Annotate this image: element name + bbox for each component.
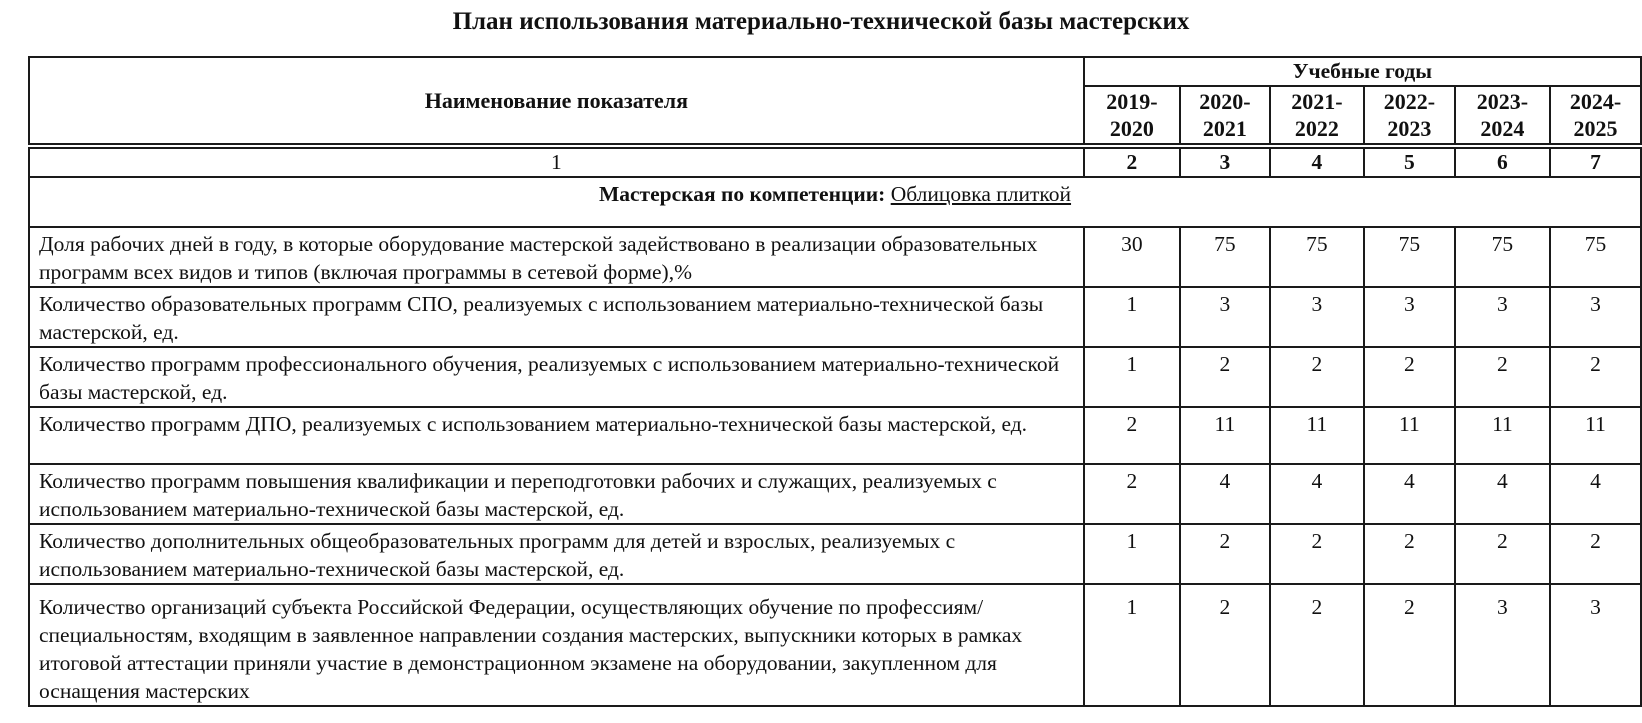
- table-cell: 2: [1270, 347, 1364, 407]
- column-number: 1: [29, 148, 1084, 177]
- table-cell: 2: [1364, 524, 1455, 584]
- table-cell: 4: [1180, 464, 1270, 524]
- header-row-top: [29, 57, 1641, 86]
- table-cell: 4: [1364, 464, 1455, 524]
- year-header: 2023- 2024: [1455, 86, 1550, 144]
- indicator-header: Наименование показателя: [29, 57, 1084, 144]
- table-cell: 11: [1270, 407, 1364, 464]
- table-cell: 75: [1455, 227, 1550, 287]
- table-cell: 2: [1550, 347, 1641, 407]
- table-row: [29, 227, 1641, 287]
- table-row: [29, 584, 1641, 706]
- column-number: 7: [1550, 148, 1641, 177]
- indicator-name: Количество организаций субъекта Российской Федерации, осуществляющих обучение по профессиям/ специальностям, входящим в заявленное направлении создания мастерских, выпускники которых в рамках итоговой аттестации приняли участие в демонстрационном экзамене на оборудовании, закупленном для оснащения мастерских: [29, 584, 1084, 706]
- table-cell: 75: [1270, 227, 1364, 287]
- column-number: 4: [1270, 148, 1364, 177]
- table-cell: 4: [1455, 464, 1550, 524]
- table-cell: 2: [1084, 407, 1180, 464]
- table-cell: 3: [1550, 584, 1641, 706]
- table-cell: 11: [1364, 407, 1455, 464]
- table-row: [29, 464, 1641, 524]
- table-cell: 3: [1455, 584, 1550, 706]
- table-cell: 3: [1270, 287, 1364, 347]
- year-header: 2021- 2022: [1270, 86, 1364, 144]
- table-cell: 75: [1180, 227, 1270, 287]
- page-title: План использования материально-технической базы мастерских: [452, 8, 1190, 35]
- table-row: [29, 407, 1641, 464]
- table-cell: 4: [1550, 464, 1641, 524]
- table-cell: 2: [1455, 524, 1550, 584]
- table-cell: 2: [1270, 584, 1364, 706]
- table-cell: 11: [1455, 407, 1550, 464]
- year-header: 2024- 2025: [1550, 86, 1641, 144]
- table-row: [29, 524, 1641, 584]
- year-header: 2019- 2020: [1084, 86, 1180, 144]
- section-label: Мастерская по компетенции:: [598, 182, 886, 206]
- indicator-name: Количество программ профессионального обучения, реализуемых с использованием материально-технической базы мастерской, ед.: [29, 347, 1084, 407]
- table-row: [29, 347, 1641, 407]
- column-number-row: [29, 148, 1641, 177]
- column-number: 2: [1084, 148, 1180, 177]
- table-cell: 11: [1180, 407, 1270, 464]
- indicator-name: Доля рабочих дней в году, в которые оборудование мастерской задействовано в реализации образовательных программ всех видов и типов (включая программы в сетевой форме),%: [29, 227, 1084, 287]
- indicator-name: Количество программ повышения квалификации и переподготовки рабочих и служащих, реализуемых с использованием материально-технической базы мастерской, ед.: [29, 464, 1084, 524]
- table-cell: 3: [1180, 287, 1270, 347]
- table-cell: 2: [1550, 524, 1641, 584]
- table-cell: 1: [1084, 584, 1180, 706]
- table-cell: 3: [1455, 287, 1550, 347]
- table-cell: 30: [1084, 227, 1180, 287]
- table-row: [29, 287, 1641, 347]
- section-title: [29, 177, 1641, 227]
- indicator-name: Количество образовательных программ СПО, реализуемых с использованием материально-технической базы мастерской, ед.: [29, 287, 1084, 347]
- table-cell: 4: [1270, 464, 1364, 524]
- table-cell: 3: [1550, 287, 1641, 347]
- table-cell: 2: [1364, 584, 1455, 706]
- table-cell: 3: [1364, 287, 1455, 347]
- table-cell: 11: [1550, 407, 1641, 464]
- year-header: 2022- 2023: [1364, 86, 1455, 144]
- table-cell: 2: [1270, 524, 1364, 584]
- table-cell: 2: [1364, 347, 1455, 407]
- table-cell: 1: [1084, 347, 1180, 407]
- column-number: 6: [1455, 148, 1550, 177]
- table-cell: 2: [1180, 584, 1270, 706]
- year-header: 2020- 2021: [1180, 86, 1270, 144]
- section-value: Облицовка плиткой: [890, 182, 1072, 206]
- table-cell: 2: [1180, 347, 1270, 407]
- workshop-usage-table: [28, 56, 1642, 707]
- table-cell: 1: [1084, 524, 1180, 584]
- indicator-name: Количество программ ДПО, реализуемых с использованием материально-технической базы мастерской, ед.: [29, 407, 1084, 464]
- table-cell: 1: [1084, 287, 1180, 347]
- table-cell: 2: [1180, 524, 1270, 584]
- column-number: 3: [1180, 148, 1270, 177]
- years-header: Учебные годы: [1084, 57, 1641, 86]
- table-cell: 2: [1084, 464, 1180, 524]
- table-cell: 75: [1550, 227, 1641, 287]
- column-number: 5: [1364, 148, 1455, 177]
- table-cell: 2: [1455, 347, 1550, 407]
- section-row: [29, 177, 1641, 227]
- indicator-name: Количество дополнительных общеобразовательных программ для детей и взрослых, реализуемых с использованием материально-технической базы мастерской, ед.: [29, 524, 1084, 584]
- table-cell: 75: [1364, 227, 1455, 287]
